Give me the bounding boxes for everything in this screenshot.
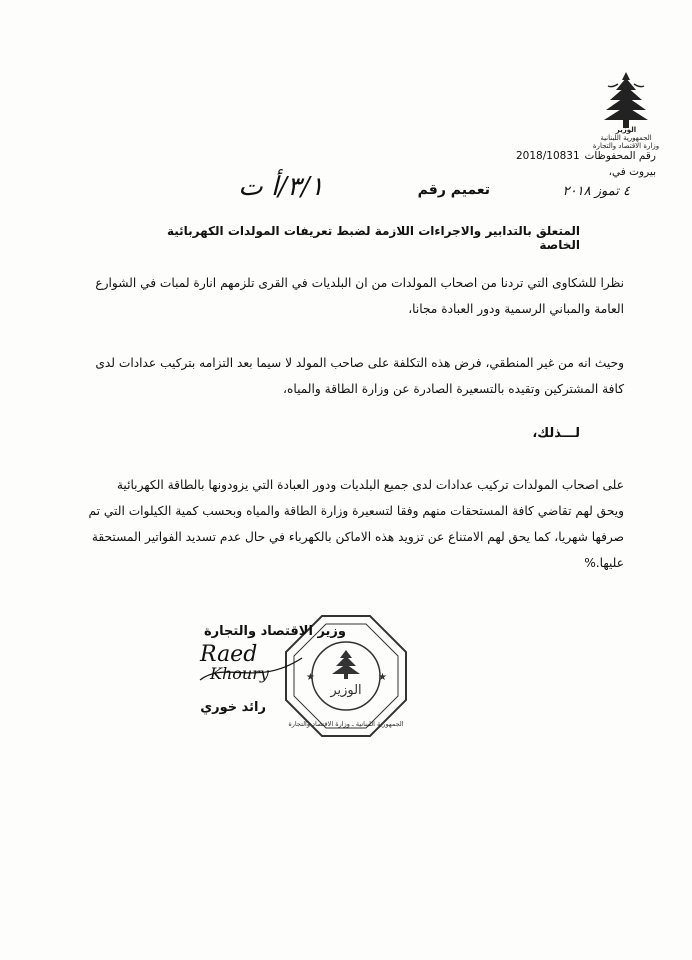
signature-stroke-icon — [196, 650, 306, 690]
paragraph-2-line-1: وحيث انه من غير المنطقي، فرض هذه التكلفة على صاحب المولد لا سيما بعد التزامه بتركيب عدادات لدى — [95, 356, 624, 370]
circular-title: تعميم رقم — [417, 182, 490, 198]
paragraph-1-line-2: العامة والمباني الرسمية ودور العبادة مجانا، — [408, 302, 624, 316]
paragraph-3 — [64, 472, 624, 576]
letterhead-minister: الوزير — [615, 126, 637, 134]
paragraph-2-line-2: كافة المشتركين وتقيده بالتسعيرة الصادرة عن وزارة الطاقة والمياه، — [283, 382, 624, 396]
circular-subject: المتعلق بالتدابير والاجراءات اللازمة لضبط تعريفات المولدات الكهربائية الخاصة — [166, 224, 580, 252]
signatory-title: وزير الاقتصاد والتجارة — [203, 624, 346, 639]
therefore-heading: لـــذلك، — [532, 426, 580, 441]
archive-number: 2018/10831 — [516, 150, 580, 162]
paragraph-1-line-1: نظرا للشكاوى التي تردنا من اصحاب المولدات من ان البلديات في القرى تلزمهم انارة لمبات في الشوارع — [95, 276, 624, 290]
paragraph-3-line-1: على اصحاب المولدات تركيب عدادات لدى جميع البلديات ودور العبادة التي يزودونها بالطاقة الكهربائية — [116, 478, 624, 492]
stamp-star-left-icon: ★ — [306, 672, 315, 683]
paragraph-2 — [64, 350, 624, 402]
letterhead-ministry: وزارة الاقتصاد والتجارة — [592, 142, 660, 150]
paragraph-3-line-4: عليها.% — [584, 556, 624, 570]
circular-number: ٣/١/أ ت — [238, 172, 324, 202]
handwritten-signature-line-1: Raed — [200, 642, 258, 667]
paragraph-3-line-3: صرفها شهريا، كما يحق لهم الامتناع عن تزويد هذه الاماكن بالكهرباء في حال عدم تسديد الفواتير المستحقة — [91, 530, 624, 544]
handwritten-signature-line-2: Khoury — [210, 664, 269, 683]
stamp-star-right-icon: ★ — [378, 672, 387, 683]
signatory-name: رائد خوري — [200, 700, 266, 715]
stamp-outer-text: الجمهورية اللبنانية ـ وزارة الاقتصاد والتجارة — [288, 720, 404, 728]
paragraph-1 — [64, 270, 624, 322]
circular-date: ٤ تموز ٢٠١٨ — [562, 184, 630, 199]
letterhead-republic: الجمهورية اللبنانية — [600, 134, 652, 142]
stamp-cedar-icon — [332, 650, 360, 679]
place-date: بيروت في، — [608, 166, 656, 178]
paragraph-3-line-2: ويحق لهم تقاضي كافة المستحقات منهم وفقا لتسعيرة وزارة الطاقة والمياه وبحسب كمية الكيلوات التي تم — [88, 504, 624, 518]
archive-label: رقم المحفوظات — [584, 150, 656, 162]
stamp-center-text: الوزير — [330, 683, 362, 698]
